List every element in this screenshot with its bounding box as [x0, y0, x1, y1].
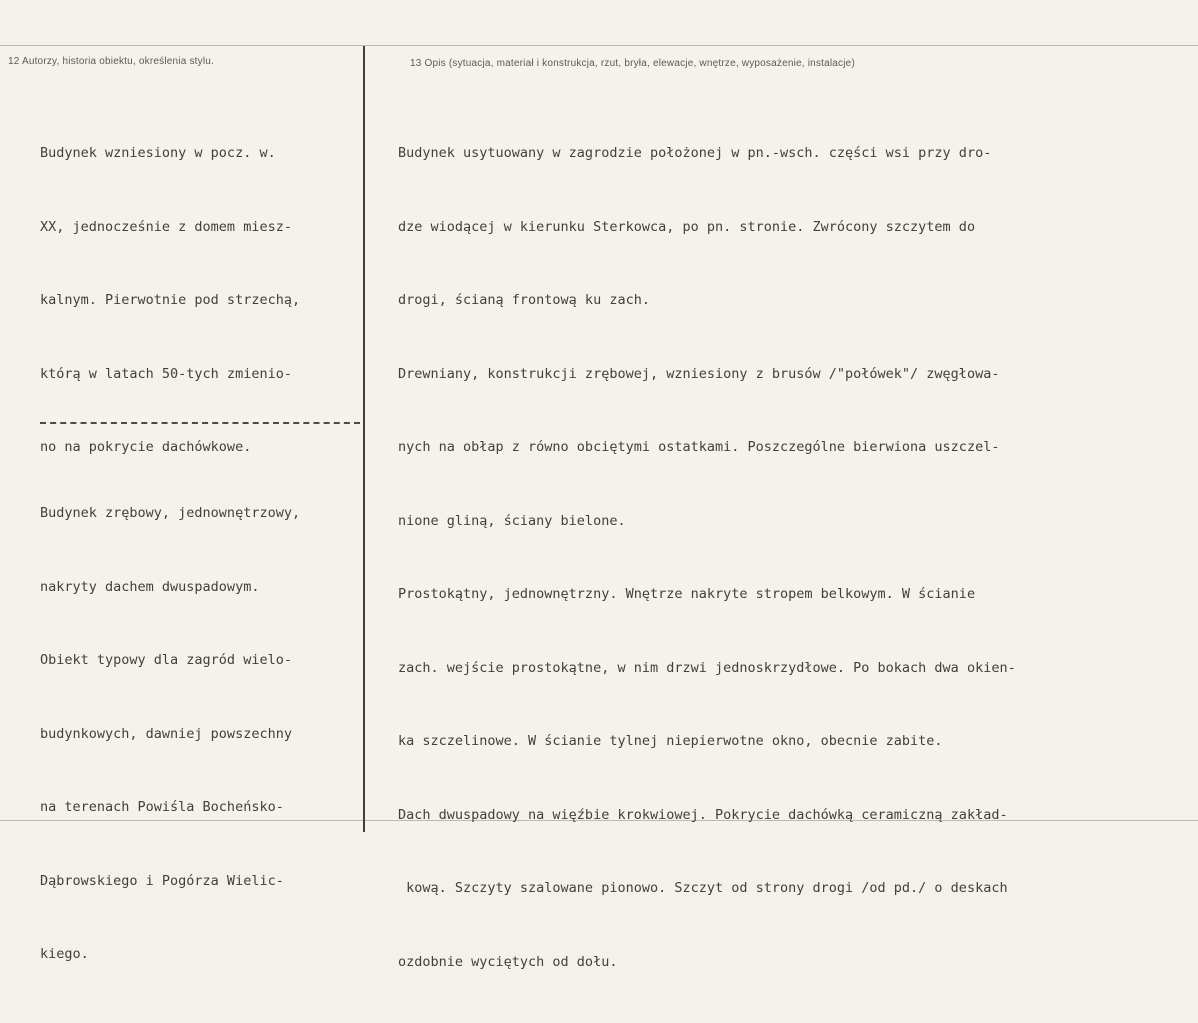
description-text: [398, 92, 1016, 1023]
text-line: kalnym. Pierwotnie pod strzechą,: [40, 292, 301, 308]
text-line: ozdobnie wyciętych od dołu.: [398, 953, 618, 970]
text-line: Obiekt typowy dla zagród wielo-: [40, 652, 292, 668]
text-line: nakryty dachem dwuspadowym.: [40, 578, 260, 595]
text-line: Drewniany, konstrukcji zrębowej, wzniesiony z brusów /"połówek"/ zwęgłowa-: [398, 365, 1000, 382]
text-line: XX, jednocześnie z domem miesz-: [40, 218, 292, 235]
text-line: dze wiodącej w kierunku Sterkowca, po pn. stronie. Zwrócony szczytem do: [398, 218, 976, 235]
text-line: zach. wejście prostokątne, w nim drzwi jednoskrzydłowe. Po bokach dwa okien-: [398, 659, 1016, 676]
text-line: kiego.: [40, 946, 89, 962]
text-line: kową. Szczyty szalowane pionowo. Szczyt od strony drogi /od pd./ o deskach: [398, 880, 1008, 896]
text-line: Dach dwuspadowy na więźbie krokwiowej. Pokrycie dachówką ceramiczną zakład-: [398, 806, 1008, 823]
top-rule: [0, 45, 1198, 46]
text-line: na terenach Powiśla Bocheńsko-: [40, 799, 284, 815]
text-line: Prostokątny, jednownętrzny. Wnętrze nakryte stropem belkowym. W ścianie: [398, 586, 976, 602]
text-line: którą w latach 50-tych zmienio-: [40, 365, 292, 382]
text-line: Dąbrowskiego i Pogórza Wielic-: [40, 872, 284, 889]
text-line: no na pokrycie dachówkowe.: [40, 439, 252, 455]
text-line: Budynek usytuowany w zagrodzie położonej w pn.-wsch. części wsi przy dro-: [398, 145, 992, 161]
text-line: ka szczelinowe. W ścianie tylnej niepierwotne okno, obecnie zabite.: [398, 733, 943, 749]
column-divider: [363, 46, 365, 832]
text-line: nione gliną, ściany bielone.: [398, 512, 626, 529]
text-line: nych na obłap z równo obciętymi ostatkami. Poszczególne bierwiona uszczel-: [398, 439, 1000, 455]
text-line: budynkowych, dawniej powszechny: [40, 725, 292, 742]
text-line: drogi, ścianą frontową ku zach.: [398, 292, 650, 308]
text-line: Budynek wzniesiony w pocz. w.: [40, 145, 276, 161]
style-assessment-text: [40, 452, 300, 1016]
text-line: Budynek zrębowy, jednownętrzowy,: [40, 505, 301, 521]
section-12-header: 12 Autorzy, historia obiektu, określenia stylu.: [8, 56, 214, 67]
section-13-header: 13 Opis (sytuacja, materiał i konstrukcja, rzut, bryła, elewacje, wnętrze, wyposażenie, instalacje): [410, 58, 855, 69]
history-text: [40, 92, 300, 509]
